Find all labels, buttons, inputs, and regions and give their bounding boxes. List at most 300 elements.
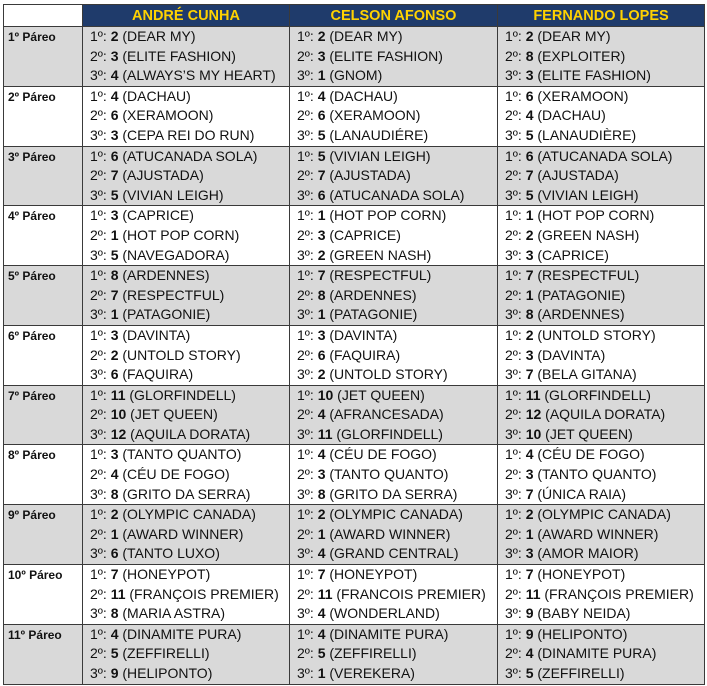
pick-line (505, 386, 704, 406)
pick-horse: (XERAMOON) (537, 87, 629, 104)
tips-cell-celson-afonso (290, 266, 498, 326)
pick-number: 1 (317, 306, 326, 323)
pick-number: 8 (317, 286, 326, 303)
pick-position: 1º: (90, 566, 107, 583)
tips-cell-andre-cunha (83, 266, 290, 326)
pick-line (505, 126, 704, 146)
pick-line (505, 87, 704, 107)
pick-line (90, 585, 289, 605)
pick-position: 3º: (297, 246, 314, 263)
pick-horse: (JET QUEEN) (130, 406, 218, 423)
pick-horse: (DACHAU) (329, 87, 398, 104)
pick-number: 2 (317, 366, 326, 383)
pick-horse: (CÉU DE FOGO) (537, 446, 645, 463)
pick-horse: (CÉU DE FOGO) (329, 446, 437, 463)
pick-number: 7 (525, 566, 534, 583)
pick-number: 4 (317, 545, 326, 562)
pick-line (505, 525, 704, 545)
pick-horse: (FRANÇOIS PREMIER) (129, 585, 279, 602)
pick-number: 2 (317, 28, 326, 44)
pick-position: 2º: (90, 466, 107, 483)
pick-number: 3 (317, 226, 326, 243)
pick-horse: (RESPECTFUL) (537, 267, 640, 284)
race-label: 10º Páreo (4, 565, 83, 625)
pick-line (297, 326, 497, 346)
pick-horse: (GRITO DA SERRA) (122, 485, 251, 502)
pick-line (90, 425, 289, 445)
pick-horse: (OLYMPIC CANADA) (537, 506, 671, 523)
pick-horse: (TANTO QUANTO) (537, 466, 657, 483)
pick-number: 5 (317, 645, 326, 662)
pick-horse: (ELITE FASHION) (537, 67, 651, 84)
tips-cell-andre-cunha (83, 146, 290, 206)
pick-line (505, 286, 704, 306)
pick-line (90, 246, 289, 266)
pick-horse: (AMOR MAIOR) (537, 545, 639, 562)
pick-position: 1º: (505, 506, 522, 523)
pick-horse: (UNTOLD STORY) (122, 346, 241, 363)
tips-cell-fernando-lopes (498, 565, 705, 625)
pick-number: 5 (525, 186, 534, 203)
pick-horse: (ZEFFIRELLI) (537, 665, 625, 681)
pick-position: 3º: (505, 67, 522, 84)
pick-position: 3º: (297, 366, 314, 383)
pick-position: 2º: (297, 525, 314, 542)
pick-position: 1º: (505, 267, 522, 284)
race-label: 11º Páreo (4, 624, 83, 684)
pick-number: 11 (525, 585, 541, 602)
tips-cell-fernando-lopes (498, 445, 705, 505)
pick-line (505, 664, 704, 684)
pick-number: 4 (525, 446, 534, 463)
tips-cell-andre-cunha (83, 445, 290, 505)
pick-number: 3 (525, 346, 534, 363)
pick-number: 1 (525, 207, 534, 224)
pick-position: 1º: (297, 147, 314, 164)
pick-number: 6 (317, 186, 326, 203)
pick-horse: (PATAGONIE) (537, 286, 626, 303)
tips-cell-andre-cunha (83, 325, 290, 385)
pick-position: 3º: (90, 67, 107, 84)
pick-line (297, 87, 497, 107)
pick-line (90, 87, 289, 107)
pick-line (90, 346, 289, 366)
pick-position: 2º: (297, 466, 314, 483)
pick-line (297, 27, 497, 47)
pick-position: 2º: (90, 346, 107, 363)
pick-number: 9 (525, 605, 534, 622)
pick-line (297, 604, 497, 624)
pick-number: 3 (317, 466, 326, 483)
pick-line (90, 106, 289, 126)
pick-number: 6 (110, 545, 119, 562)
race-row (4, 565, 705, 625)
pick-line (505, 47, 704, 67)
pick-number: 5 (317, 147, 326, 164)
pick-number: 5 (525, 126, 534, 143)
pick-position: 2º: (297, 645, 314, 662)
pick-position: 3º: (90, 665, 107, 681)
pick-horse: (GLORFINDELL) (129, 386, 236, 403)
pick-number: 4 (110, 87, 119, 104)
pick-number: 1 (525, 286, 534, 303)
pick-horse: (TANTO QUANTO) (122, 446, 242, 463)
pick-horse: (FRANCOIS PREMIER) (336, 585, 486, 602)
pick-line (90, 126, 289, 146)
tips-cell-andre-cunha (83, 206, 290, 266)
pick-position: 3º: (90, 425, 107, 442)
pick-number: 7 (525, 167, 534, 184)
pick-position: 1º: (505, 87, 522, 104)
pick-line (90, 664, 289, 684)
pick-horse: (ARDENNES) (537, 306, 625, 323)
race-row (4, 445, 705, 505)
pick-number: 6 (525, 87, 534, 104)
race-row (4, 206, 705, 266)
pick-horse: (DINAMITE PURA) (537, 645, 657, 662)
pick-line (90, 386, 289, 406)
pick-horse: (TANTO QUANTO) (329, 466, 449, 483)
pick-line (505, 445, 704, 465)
pick-horse: (CÉU DE FOGO) (122, 466, 230, 483)
pick-horse: (DAVINTA) (537, 346, 606, 363)
pick-position: 3º: (505, 186, 522, 203)
header-fernando-lopes: FERNANDO LOPES (498, 5, 705, 27)
pick-number: 5 (317, 126, 326, 143)
pick-horse: (UNTOLD STORY) (329, 366, 448, 383)
pick-line (505, 186, 704, 206)
pick-position: 2º: (297, 286, 314, 303)
pick-line (505, 565, 704, 585)
pick-horse: (GRAND CENTRAL) (329, 545, 459, 562)
pick-number: 3 (525, 246, 534, 263)
pick-position: 1º: (90, 506, 107, 523)
pick-number: 8 (525, 306, 534, 323)
tips-cell-fernando-lopes (498, 27, 705, 87)
tips-cell-celson-afonso (290, 146, 498, 206)
pick-number: 11 (525, 386, 541, 403)
pick-line (505, 346, 704, 366)
pick-line (90, 525, 289, 545)
pick-line (297, 305, 497, 325)
pick-position: 2º: (90, 585, 107, 602)
pick-number: 3 (110, 446, 119, 463)
pick-position: 3º: (297, 186, 314, 203)
tips-cell-andre-cunha (83, 624, 290, 684)
pick-line (297, 585, 497, 605)
pick-position: 1º: (297, 207, 314, 224)
pick-number: 4 (525, 645, 534, 662)
pick-number: 7 (317, 167, 326, 184)
pick-line (297, 346, 497, 366)
pick-horse: (AQUILA DORATA) (130, 425, 251, 442)
pick-position: 1º: (297, 326, 314, 343)
pick-line (297, 147, 497, 167)
race-label: 8º Páreo (4, 445, 83, 505)
header-celson-afonso: CELSON AFONSO (290, 5, 498, 27)
pick-horse: (DAVINTA) (329, 326, 398, 343)
pick-number: 5 (525, 665, 534, 681)
pick-line (297, 644, 497, 664)
pick-horse: (PATAGONIE) (329, 306, 418, 323)
pick-horse: (ZEFFIRELLI) (329, 645, 417, 662)
pick-number: 1 (110, 306, 119, 323)
pick-line (297, 525, 497, 545)
pick-horse: (ATUCANADA SOLA) (537, 147, 673, 164)
race-label: 6º Páreo (4, 325, 83, 385)
pick-line (505, 166, 704, 186)
pick-number: 2 (317, 246, 326, 263)
pick-number: 3 (525, 545, 534, 562)
pick-number: 8 (110, 267, 119, 284)
pick-horse: (GLORFINDELL) (544, 386, 651, 403)
pick-line (297, 544, 497, 564)
pick-horse: (HELIPONTO) (537, 625, 628, 642)
pick-position: 1º: (297, 566, 314, 583)
pick-horse: (HONEYPOT) (122, 566, 211, 583)
pick-number: 2 (317, 506, 326, 523)
pick-horse: (DACHAU) (537, 107, 606, 124)
pick-number: 2 (110, 506, 119, 523)
pick-number: 6 (110, 107, 119, 124)
pick-line (505, 106, 704, 126)
pick-number: 6 (110, 366, 119, 383)
pick-number: 5 (110, 246, 119, 263)
pick-position: 3º: (297, 126, 314, 143)
pick-line (505, 206, 704, 226)
pick-position: 1º: (505, 326, 522, 343)
pick-position: 2º: (505, 525, 522, 542)
pick-number: 1 (110, 226, 119, 243)
pick-line (297, 405, 497, 425)
pick-position: 1º: (297, 28, 314, 44)
pick-number: 12 (525, 406, 542, 423)
race-label: 2º Páreo (4, 86, 83, 146)
pick-line (505, 226, 704, 246)
pick-line (505, 405, 704, 425)
pick-number: 4 (317, 406, 326, 423)
pick-horse: (DACHAU) (122, 87, 191, 104)
pick-horse: (HOT POP CORN) (122, 226, 240, 243)
pick-line (505, 66, 704, 86)
pick-horse: (RESPECTFUL) (329, 267, 432, 284)
tips-cell-celson-afonso (290, 445, 498, 505)
pick-position: 1º: (90, 147, 107, 164)
pick-line (505, 485, 704, 505)
pick-number: 4 (317, 87, 326, 104)
pick-horse: (ÚNICA RAIA) (537, 485, 627, 502)
pick-position: 1º: (90, 28, 107, 44)
pick-horse: (ALWAYS’S MY HEART) (122, 67, 276, 84)
pick-position: 2º: (505, 346, 522, 363)
pick-number: 2 (525, 506, 534, 523)
pick-number: 8 (317, 485, 326, 502)
pick-horse: (FAQUIRA) (122, 366, 194, 383)
pick-position: 3º: (505, 545, 522, 562)
pick-position: 1º: (505, 207, 522, 224)
tips-cell-celson-afonso (290, 565, 498, 625)
pick-horse: (AJUSTADA) (329, 167, 411, 184)
pick-position: 3º: (90, 186, 107, 203)
pick-horse: (GNOM) (329, 67, 383, 84)
pick-line (90, 27, 289, 47)
pick-line (297, 485, 497, 505)
pick-number: 7 (525, 267, 534, 284)
tips-cell-celson-afonso (290, 86, 498, 146)
pick-position: 3º: (90, 246, 107, 263)
pick-horse: (DEAR MY) (537, 28, 611, 44)
pick-line (505, 266, 704, 286)
pick-number: 4 (317, 446, 326, 463)
pick-line (90, 505, 289, 525)
pick-line (505, 625, 704, 645)
pick-number: 3 (110, 126, 119, 143)
pick-number: 3 (110, 47, 119, 64)
pick-position: 3º: (297, 67, 314, 84)
pick-horse: (CEPA REI DO RUN) (122, 126, 255, 143)
pick-horse: (ZEFFIRELLI) (122, 645, 210, 662)
pick-position: 3º: (297, 665, 314, 681)
pick-position: 1º: (297, 267, 314, 284)
pick-horse: (JET QUEEN) (545, 425, 633, 442)
tips-cell-celson-afonso (290, 385, 498, 445)
pick-number: 11 (317, 425, 333, 442)
pick-number: 1 (525, 525, 534, 542)
pick-position: 3º: (90, 306, 107, 323)
pick-horse: (ELITE FASHION) (122, 47, 236, 64)
pick-position: 3º: (505, 126, 522, 143)
pick-position: 1º: (505, 386, 522, 403)
pick-line (297, 166, 497, 186)
pick-horse: (GRITO DA SERRA) (329, 485, 458, 502)
pick-number: 6 (317, 107, 326, 124)
pick-line (297, 126, 497, 146)
pick-position: 3º: (297, 605, 314, 622)
pick-horse: (RESPECTFUL) (122, 286, 225, 303)
pick-line (90, 405, 289, 425)
pick-line (297, 266, 497, 286)
pick-horse: (ARDENNES) (329, 286, 417, 303)
pick-position: 2º: (505, 107, 522, 124)
pick-position: 3º: (505, 366, 522, 383)
race-row (4, 146, 705, 206)
pick-horse: (GREEN NASH) (329, 246, 432, 263)
pick-position: 2º: (505, 406, 522, 423)
pick-position: 3º: (297, 425, 314, 442)
tips-cell-fernando-lopes (498, 266, 705, 326)
pick-position: 2º: (505, 167, 522, 184)
pick-position: 3º: (90, 485, 107, 502)
pick-number: 5 (110, 186, 119, 203)
race-label: 1º Páreo (4, 27, 83, 87)
pick-horse: (ATUCANADA SOLA) (329, 186, 465, 203)
race-label: 3º Páreo (4, 146, 83, 206)
pick-position: 1º: (90, 386, 107, 403)
pick-number: 3 (110, 207, 119, 224)
pick-number: 2 (525, 326, 534, 343)
pick-line (90, 266, 289, 286)
pick-number: 4 (525, 107, 534, 124)
pick-line (90, 625, 289, 645)
pick-horse: (AQUILA DORATA) (545, 406, 666, 423)
pick-position: 3º: (505, 485, 522, 502)
pick-horse: (BABY NEIDA) (537, 605, 631, 622)
pick-line (505, 326, 704, 346)
pick-horse: (TANTO LUXO) (122, 545, 220, 562)
pick-position: 2º: (505, 47, 522, 64)
pick-number: 3 (110, 326, 119, 343)
pick-position: 1º: (90, 267, 107, 284)
header-row (4, 5, 705, 27)
race-row (4, 325, 705, 385)
pick-number: 6 (317, 346, 326, 363)
pick-horse: (VIVIAN LEIGH) (329, 147, 431, 164)
pick-position: 1º: (297, 446, 314, 463)
pick-horse: (CAPRICE) (122, 207, 194, 224)
pick-horse: (PATAGONIE) (122, 306, 211, 323)
pick-line (90, 485, 289, 505)
pick-number: 8 (525, 47, 534, 64)
pick-number: 6 (525, 147, 534, 164)
pick-position: 3º: (505, 306, 522, 323)
header-andre-cunha: ANDRÉ CUNHA (83, 5, 290, 27)
pick-position: 2º: (505, 226, 522, 243)
tips-cell-celson-afonso (290, 206, 498, 266)
pick-position: 3º: (90, 545, 107, 562)
pick-line (90, 445, 289, 465)
pick-horse: (OLYMPIC CANADA) (122, 506, 256, 523)
pick-horse: (EXPLOITER) (537, 47, 626, 64)
pick-horse: (MARIA ASTRA) (122, 605, 226, 622)
race-label: 9º Páreo (4, 505, 83, 565)
pick-number: 11 (110, 386, 126, 403)
pick-horse: (BELA GITANA) (537, 366, 637, 383)
pick-horse: (DEAR MY) (122, 28, 196, 44)
pick-position: 3º: (90, 366, 107, 383)
pick-number: 6 (110, 147, 119, 164)
pick-number: 9 (110, 665, 119, 681)
pick-line (297, 365, 497, 385)
pick-line (297, 565, 497, 585)
pick-line (297, 47, 497, 67)
race-row (4, 385, 705, 445)
race-label: 5º Páreo (4, 266, 83, 326)
pick-line (297, 286, 497, 306)
pick-number: 1 (317, 67, 326, 84)
pick-line (297, 386, 497, 406)
pick-horse: (AWARD WINNER) (537, 525, 659, 542)
pick-horse: (FAQUIRA) (329, 346, 401, 363)
pick-position: 1º: (297, 386, 314, 403)
pick-horse: (AFRANCESADA) (329, 406, 444, 423)
header-corner (4, 5, 83, 27)
pick-horse: (DEAR MY) (329, 28, 403, 44)
pick-number: 10 (525, 425, 542, 442)
pick-horse: (AJUSTADA) (122, 167, 204, 184)
pick-line (90, 206, 289, 226)
pick-number: 2 (110, 346, 119, 363)
pick-position: 1º: (90, 87, 107, 104)
pick-horse: (AJUSTADA) (537, 167, 619, 184)
pick-line (90, 465, 289, 485)
pick-position: 1º: (90, 207, 107, 224)
pick-line (297, 505, 497, 525)
pick-line (297, 664, 497, 684)
pick-line (297, 106, 497, 126)
race-row (4, 27, 705, 87)
pick-line (505, 147, 704, 167)
pick-position: 2º: (297, 107, 314, 124)
